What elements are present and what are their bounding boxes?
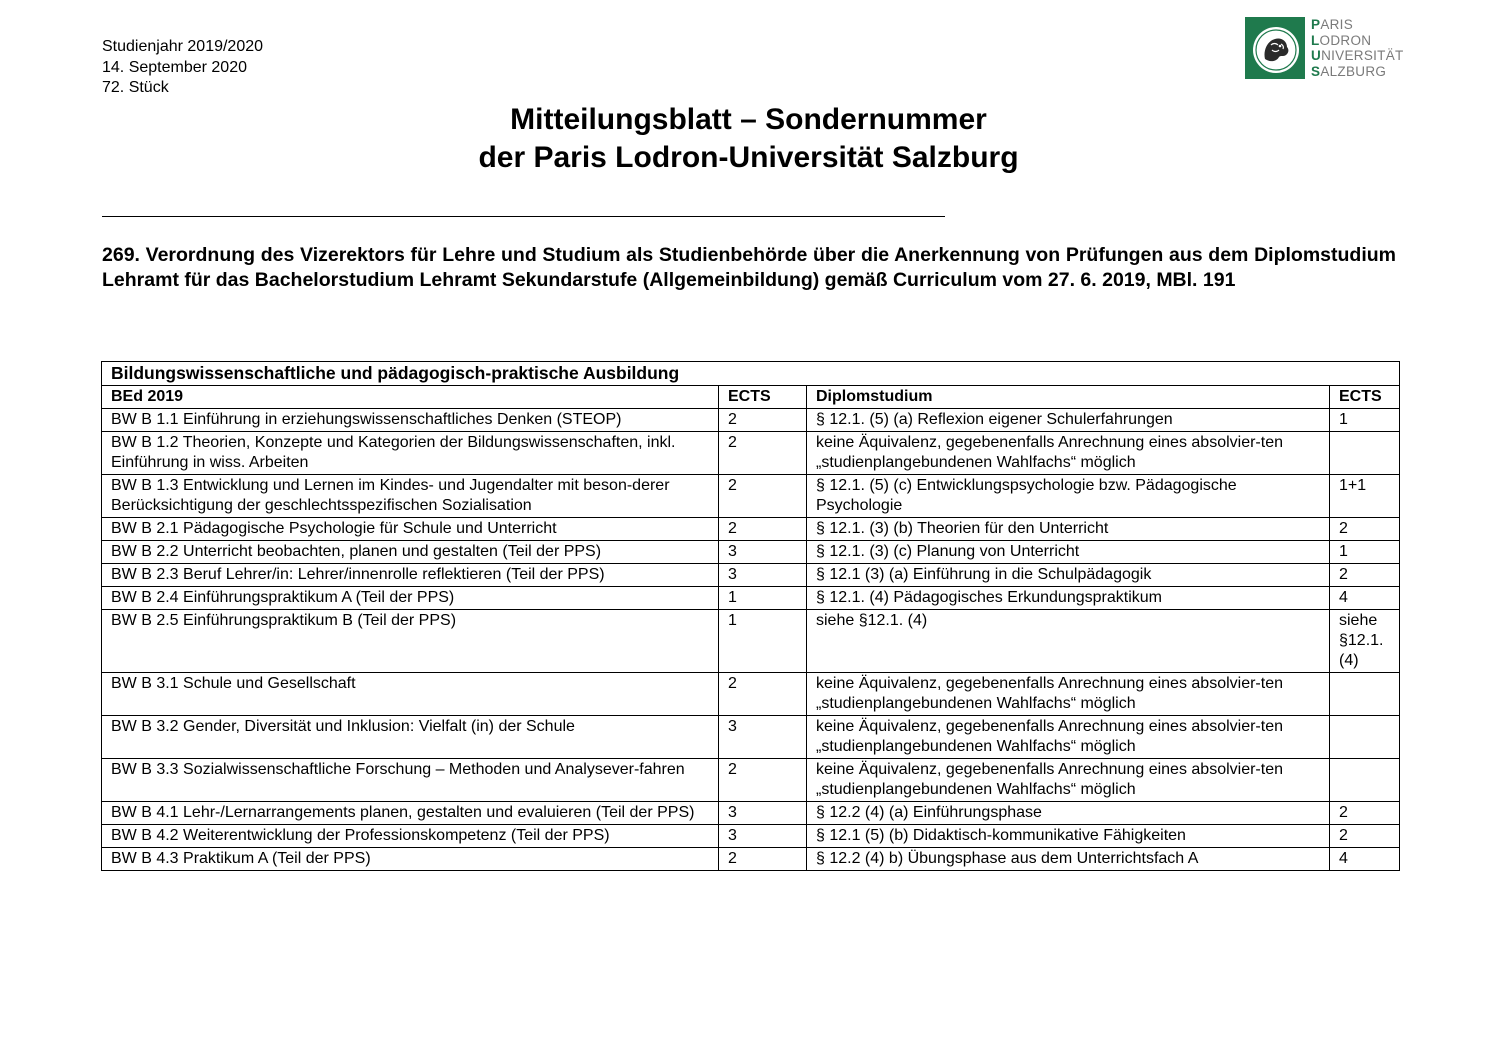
recognition-table — [101, 361, 1400, 871]
cell-diplom-course: § 12.1. (4) Pädagogisches Erkundungspraktikum — [807, 587, 1330, 610]
header-ects-diplom: ECTS — [1330, 386, 1400, 409]
table-row — [102, 432, 1400, 475]
cell-bed-ects: 3 — [719, 716, 807, 759]
cell-diplom-ects: 4 — [1330, 848, 1400, 871]
cell-diplom-course: § 12.1. (3) (b) Theorien für den Unterricht — [807, 518, 1330, 541]
table-row — [102, 716, 1400, 759]
table-row — [102, 759, 1400, 802]
cell-bed-ects: 2 — [719, 409, 807, 432]
cell-bed-course: BW B 2.3 Beruf Lehrer/in: Lehrer/innenrolle reflektieren (Teil der PPS) — [102, 564, 719, 587]
publication-date: 14. September 2020 — [102, 58, 247, 76]
cell-diplom-course: § 12.1 (3) (a) Einführung in die Schulpädagogik — [807, 564, 1330, 587]
cell-diplom-ects: 4 — [1330, 587, 1400, 610]
table-row — [102, 848, 1400, 871]
cell-bed-ects: 2 — [719, 848, 807, 871]
cell-diplom-course: keine Äquivalenz, gegebenenfalls Anrechnung eines absolvier-ten „studienplangebundenen Wahlfachs“ möglich — [807, 673, 1330, 716]
cell-bed-course: BW B 3.2 Gender, Diversität und Inklusion: Vielfalt (in) der Schule — [102, 716, 719, 759]
title-line-1: Mitteilungsblatt – Sondernummer — [510, 103, 987, 136]
cell-bed-ects: 3 — [719, 564, 807, 587]
cell-bed-course: BW B 3.1 Schule und Gesellschaft — [102, 673, 719, 716]
cell-bed-course: BW B 1.2 Theorien, Konzepte und Kategorien der Bildungswissenschaften, inkl. Einführung in wiss. Arbeiten — [102, 432, 719, 475]
table-row — [102, 673, 1400, 716]
cell-bed-ects: 3 — [719, 825, 807, 848]
page-title — [0, 101, 1497, 177]
cell-bed-course: BW B 2.5 Einführungspraktikum B (Teil der PPS) — [102, 610, 719, 673]
cell-bed-ects: 2 — [719, 475, 807, 518]
cell-diplom-course: § 12.1. (5) (c) Entwicklungspsychologie bzw. Pädagogische Psychologie — [807, 475, 1330, 518]
university-logo — [1245, 17, 1415, 81]
cell-diplom-ects: siehe §12.1. (4) — [1330, 610, 1400, 673]
table-row — [102, 610, 1400, 673]
cell-diplom-ects: 1+1 — [1330, 475, 1400, 518]
cell-bed-ects: 2 — [719, 432, 807, 475]
academic-year: Studienjahr 2019/2020 — [102, 38, 264, 55]
header-ects-bed: ECTS — [719, 386, 807, 409]
table-row — [102, 475, 1400, 518]
title-divider — [102, 216, 945, 217]
table-row — [102, 564, 1400, 587]
header-diplom: Diplomstudium — [807, 386, 1330, 409]
cell-bed-course: BW B 3.3 Sozialwissenschaftliche Forschung – Methoden und Analysever-fahren — [102, 759, 719, 802]
cell-bed-course: BW B 2.1 Pädagogische Psychologie für Schule und Unterricht — [102, 518, 719, 541]
table-row — [102, 518, 1400, 541]
cell-diplom-ects — [1330, 716, 1400, 759]
cell-diplom-ects — [1330, 673, 1400, 716]
section-title: Bildungswissenschaftliche und pädagogisch-praktische Ausbildung — [102, 362, 1400, 386]
cell-bed-course: BW B 2.2 Unterricht beobachten, planen und gestalten (Teil der PPS) — [102, 541, 719, 564]
cell-bed-ects: 2 — [719, 518, 807, 541]
logo-wordmark: PARIS LODRON UNIVERSITÄT SALZBURG — [1311, 17, 1404, 79]
cell-diplom-course: keine Äquivalenz, gegebenenfalls Anrechnung eines absolvier-ten „studienplangebundenen Wahlfachs“ möglich — [807, 432, 1330, 475]
title-line-2: der Paris Lodron-Universität Salzburg — [478, 141, 1019, 174]
table-row — [102, 587, 1400, 610]
cell-diplom-course: § 12.1. (5) (a) Reflexion eigener Schulerfahrungen — [807, 409, 1330, 432]
cell-diplom-ects: 1 — [1330, 409, 1400, 432]
cell-diplom-ects: 2 — [1330, 825, 1400, 848]
cell-bed-ects: 1 — [719, 610, 807, 673]
table-row — [102, 825, 1400, 848]
cell-diplom-course: keine Äquivalenz, gegebenenfalls Anrechnung eines absolvier-ten „studienplangebundenen Wahlfachs“ möglich — [807, 759, 1330, 802]
cell-bed-ects: 2 — [719, 759, 807, 802]
table-row — [102, 541, 1400, 564]
cell-bed-course: BW B 4.1 Lehr-/Lernarrangements planen, gestalten und evaluieren (Teil der PPS) — [102, 802, 719, 825]
cell-diplom-course: § 12.1. (3) (c) Planung von Unterricht — [807, 541, 1330, 564]
cell-diplom-course: § 12.1 (5) (b) Didaktisch-kommunikative Fähigkeiten — [807, 825, 1330, 848]
cell-diplom-ects — [1330, 432, 1400, 475]
document-meta — [102, 37, 263, 99]
table-header-row — [102, 386, 1400, 409]
cell-diplom-course: keine Äquivalenz, gegebenenfalls Anrechnung eines absolvier-ten „studienplangebundenen Wahlfachs“ möglich — [807, 716, 1330, 759]
cell-bed-ects: 1 — [719, 587, 807, 610]
cell-bed-course: BW B 1.1 Einführung in erziehungswissenschaftliches Denken (STEOP) — [102, 409, 719, 432]
cell-diplom-course: siehe §12.1. (4) — [807, 610, 1330, 673]
cell-diplom-ects: 1 — [1330, 541, 1400, 564]
lion-seal-icon — [1245, 17, 1305, 79]
table-row — [102, 409, 1400, 432]
cell-diplom-ects: 2 — [1330, 518, 1400, 541]
cell-diplom-ects — [1330, 759, 1400, 802]
header-bed: BEd 2019 — [102, 386, 719, 409]
cell-diplom-course: § 12.2 (4) b) Übungsphase aus dem Unterrichtsfach A — [807, 848, 1330, 871]
table-section-row — [102, 362, 1400, 386]
cell-bed-ects: 3 — [719, 802, 807, 825]
cell-bed-ects: 2 — [719, 673, 807, 716]
cell-bed-course: BW B 4.2 Weiterentwicklung der Professionskompetenz (Teil der PPS) — [102, 825, 719, 848]
cell-diplom-ects: 2 — [1330, 802, 1400, 825]
table-row — [102, 802, 1400, 825]
cell-bed-ects: 3 — [719, 541, 807, 564]
cell-bed-course: BW B 4.3 Praktikum A (Teil der PPS) — [102, 848, 719, 871]
cell-diplom-course: § 12.2 (4) (a) Einführungsphase — [807, 802, 1330, 825]
cell-diplom-ects: 2 — [1330, 564, 1400, 587]
cell-bed-course: BW B 1.3 Entwicklung und Lernen im Kindes- und Jugendalter mit beson-derer Berücksichtigung der geschlechtsspezifischen Sozialisation — [102, 475, 719, 518]
cell-bed-course: BW B 2.4 Einführungspraktikum A (Teil der PPS) — [102, 587, 719, 610]
issue-number: 72. Stück — [102, 79, 169, 96]
regulation-heading: 269. Verordnung des Vizerektors für Lehre und Studium als Studienbehörde über die Anerkennung von Prüfungen aus dem Diplomstudium Lehramt für das Bachelorstudium Lehramt Sekundarstufe (Allgemeinbildung) gemäß Curriculum vom 27. 6. 2019, MBl. 191 — [102, 244, 1396, 291]
